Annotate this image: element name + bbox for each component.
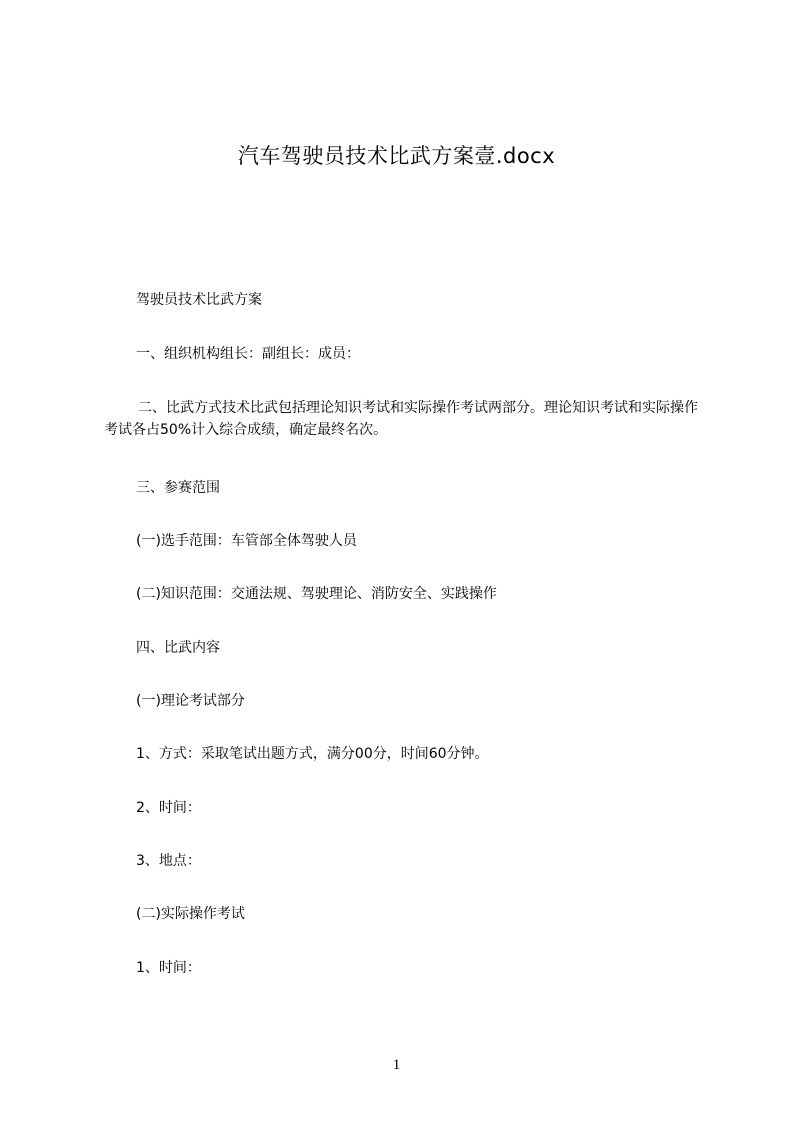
theory-exam-heading: (一)理论考试部分 [136, 693, 245, 709]
scope-contestants: (一)选手范围：车管部全体驾驶人员 [136, 533, 357, 549]
page-number: 1 [392, 1057, 401, 1073]
section-organization: 一、组织机构组长：副组长：成员： [136, 346, 360, 362]
practical-exam-time: 1、时间： [136, 960, 201, 976]
practical-exam-heading: (二)实际操作考试 [136, 906, 245, 922]
theory-exam-location: 3、地点： [136, 853, 201, 869]
scope-knowledge: (二)知识范围：交通法规、驾驶理论、消防安全、实践操作 [136, 586, 497, 602]
section-competition-content: 四、比武内容 [136, 640, 220, 656]
theory-exam-time: 2、时间： [136, 800, 201, 816]
document-title: 汽车驾驶员技术比武方案壹.docx [237, 144, 556, 168]
section-participation-scope: 三、参赛范围 [136, 480, 220, 496]
theory-exam-method: 1、方式：采取笔试出题方式，满分00分，时间60分钟。 [136, 746, 489, 762]
plan-heading: 驾驶员技术比武方案 [136, 292, 262, 308]
section-competition-method: 二、比武方式技术比武包括理论知识考试和实际操作考试两部分。理论知识考试和实际操作考试各占50%计入综合成绩，确定最终名次。 [104, 400, 698, 438]
